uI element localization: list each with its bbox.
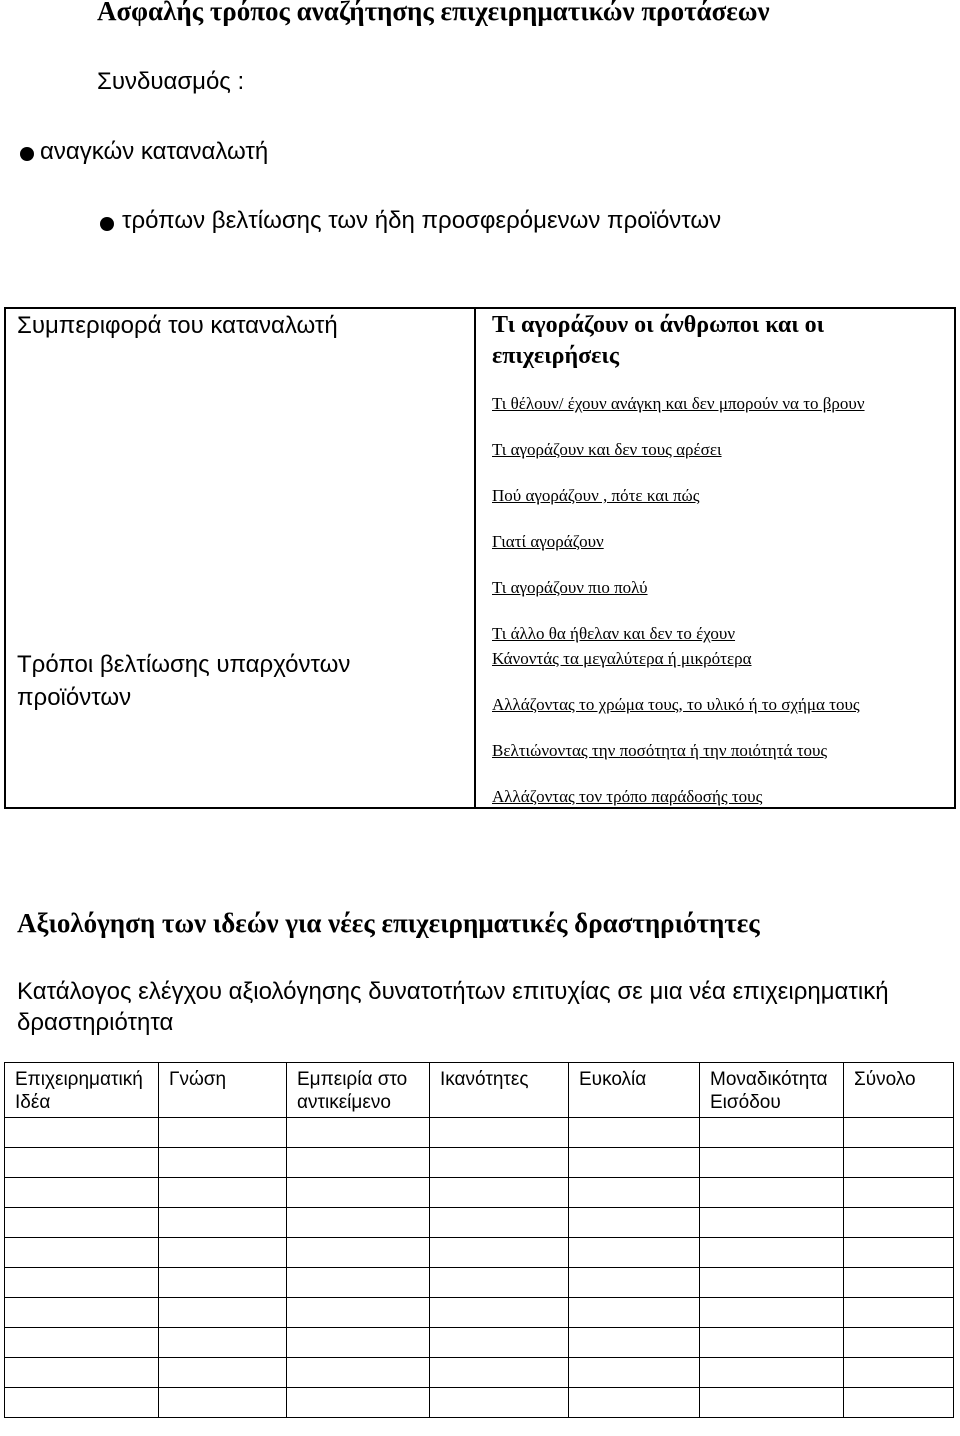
improvement-item: Αλλάζοντας το χρώμα τους, το υλικό ή το σχήμα τους	[492, 695, 860, 714]
table-cell[interactable]	[569, 1298, 700, 1328]
table-row	[5, 1358, 954, 1388]
table-cell[interactable]	[287, 1238, 430, 1268]
table-cell[interactable]	[159, 1208, 287, 1238]
table-cell[interactable]	[700, 1238, 844, 1268]
table-cell[interactable]	[287, 1178, 430, 1208]
consumer-item: Τι αγοράζουν και δεν τους αρέσει	[492, 440, 722, 459]
improvement-item: Βελτιώνοντας την ποσότητα ή την ποιότητά τους	[492, 741, 828, 760]
column-header	[159, 1063, 287, 1118]
consumer-item: Τι αγοράζουν πιο πολύ	[492, 578, 648, 597]
column-header-label: Ευκολία	[579, 1069, 647, 1090]
table-header-row	[5, 1063, 954, 1118]
column-header-label: Σύνολο	[854, 1069, 916, 1090]
table-cell[interactable]	[5, 1298, 159, 1328]
table-cell[interactable]	[430, 1118, 569, 1148]
column-header-label: Εμπειρία στο αντικείμενο	[297, 1069, 408, 1113]
table-row	[5, 1238, 954, 1268]
table-cell[interactable]	[569, 1268, 700, 1298]
table-cell[interactable]	[159, 1148, 287, 1178]
table-cell[interactable]	[844, 1358, 954, 1388]
evaluation-table	[4, 1062, 954, 1418]
table-cell[interactable]	[5, 1178, 159, 1208]
table-cell[interactable]	[5, 1358, 159, 1388]
table-cell[interactable]	[844, 1388, 954, 1418]
table-cell[interactable]	[700, 1148, 844, 1178]
table-cell[interactable]	[700, 1388, 844, 1418]
table-cell[interactable]	[700, 1298, 844, 1328]
table-cell[interactable]	[844, 1238, 954, 1268]
table-cell[interactable]	[700, 1118, 844, 1148]
table-cell[interactable]	[569, 1208, 700, 1238]
table-cell[interactable]	[5, 1118, 159, 1148]
table-cell[interactable]	[5, 1328, 159, 1358]
table-cell[interactable]	[700, 1268, 844, 1298]
column-header	[5, 1063, 159, 1118]
table-cell[interactable]	[700, 1178, 844, 1208]
table-cell[interactable]	[5, 1388, 159, 1418]
table-cell[interactable]	[569, 1358, 700, 1388]
table-cell[interactable]	[287, 1298, 430, 1328]
table-cell[interactable]	[430, 1358, 569, 1388]
table-cell[interactable]	[287, 1328, 430, 1358]
table-cell[interactable]	[5, 1238, 159, 1268]
table-cell[interactable]	[844, 1328, 954, 1358]
consumer-item: Τι θέλουν/ έχουν ανάγκη και δεν μπορούν να το βρουν	[492, 394, 865, 413]
column-header-label: Ικανότητες	[440, 1069, 529, 1090]
bullet-icon	[20, 147, 34, 161]
table-cell[interactable]	[159, 1178, 287, 1208]
table-cell[interactable]	[5, 1208, 159, 1238]
table-cell[interactable]	[844, 1298, 954, 1328]
table-cell[interactable]	[844, 1268, 954, 1298]
improvement-ways-label: Τρόποι βελτίωσης υπαρχόντων προϊόντων	[17, 651, 351, 711]
table-row	[5, 1328, 954, 1358]
table-cell[interactable]	[159, 1358, 287, 1388]
consumer-item: Γιατί αγοράζουν	[492, 532, 604, 551]
table-row	[5, 1148, 954, 1178]
table-row	[5, 1118, 954, 1148]
consumer-item: Πού αγοράζουν , πότε και πώς	[492, 486, 700, 505]
table-row	[5, 1268, 954, 1298]
column-header-label: Γνώση	[169, 1069, 227, 1090]
column-header	[287, 1063, 430, 1118]
table-cell[interactable]	[430, 1328, 569, 1358]
table-cell[interactable]	[430, 1268, 569, 1298]
bullet-icon	[100, 217, 114, 231]
column-header	[844, 1063, 954, 1118]
bullet-item: αναγκών καταναλωτή	[40, 138, 269, 165]
table-cell[interactable]	[159, 1328, 287, 1358]
table-cell[interactable]	[287, 1118, 430, 1148]
combination-label: Συνδυασμός :	[97, 68, 245, 95]
behavior-table	[4, 307, 956, 809]
table-cell[interactable]	[569, 1178, 700, 1208]
table-cell[interactable]	[700, 1208, 844, 1238]
table-cell[interactable]	[287, 1358, 430, 1388]
table-cell[interactable]	[159, 1298, 287, 1328]
table-cell[interactable]	[5, 1268, 159, 1298]
column-header-label: Επιχειρηματική Ιδέα	[15, 1069, 143, 1113]
table-cell[interactable]	[569, 1238, 700, 1268]
page-title: Ασφαλής τρόπος αναζήτησης επιχειρηματικών προτάσεων	[97, 0, 770, 26]
checklist-text: Κατάλογος ελέγχου αξιολόγησης δυνατοτήτων επιτυχίας σε μια νέα επιχειρηματική δραστηριότητα	[17, 978, 889, 1036]
table-cell[interactable]	[844, 1208, 954, 1238]
table-cell[interactable]	[569, 1118, 700, 1148]
table-cell[interactable]	[844, 1148, 954, 1178]
table-cell[interactable]	[159, 1118, 287, 1148]
column-header	[700, 1063, 844, 1118]
table-cell[interactable]	[430, 1148, 569, 1178]
table-cell[interactable]	[569, 1148, 700, 1178]
table-cell[interactable]	[700, 1358, 844, 1388]
column-header	[430, 1063, 569, 1118]
table-cell[interactable]	[5, 1148, 159, 1178]
improvement-item: Κάνοντάς τα μεγαλύτερα ή μικρότερα	[492, 649, 752, 668]
table-cell[interactable]	[430, 1178, 569, 1208]
table-cell[interactable]	[287, 1208, 430, 1238]
table-row	[5, 1208, 954, 1238]
what-they-buy-heading: Τι αγοράζουν οι άνθρωποι και οι επιχειρήσεις	[492, 312, 825, 369]
table-cell[interactable]	[159, 1268, 287, 1298]
table-cell[interactable]	[430, 1388, 569, 1418]
table-cell[interactable]	[430, 1238, 569, 1268]
table-cell[interactable]	[287, 1148, 430, 1178]
table-cell[interactable]	[159, 1238, 287, 1268]
table-cell[interactable]	[569, 1388, 700, 1418]
table-row	[5, 1298, 954, 1328]
table-cell[interactable]	[430, 1208, 569, 1238]
evaluation-heading: Αξιολόγηση των ιδεών για νέες επιχειρηματικές δραστηριότητες	[17, 908, 760, 938]
table-cell[interactable]	[430, 1298, 569, 1328]
table-cell[interactable]	[159, 1388, 287, 1418]
table-cell[interactable]	[700, 1328, 844, 1358]
column-header-label: Μοναδικότητα Εισόδου	[710, 1069, 828, 1113]
table-cell[interactable]	[569, 1328, 700, 1358]
table-cell[interactable]	[844, 1178, 954, 1208]
table-row	[5, 1388, 954, 1418]
improvement-item: Αλλάζοντας τον τρόπο παράδοσής τους	[492, 787, 763, 806]
table-cell[interactable]	[844, 1118, 954, 1148]
table-divider	[474, 307, 476, 809]
table-cell[interactable]	[287, 1388, 430, 1418]
table-cell[interactable]	[287, 1268, 430, 1298]
consumer-behavior-label: Συμπεριφορά του καταναλωτή	[17, 312, 338, 339]
column-header	[569, 1063, 700, 1118]
table-row	[5, 1178, 954, 1208]
consumer-item: Τι άλλο θα ήθελαν και δεν το έχουν	[492, 624, 736, 643]
bullet-item: τρόπων βελτίωσης των ήδη προσφερόμενων προϊόντων	[122, 207, 722, 234]
